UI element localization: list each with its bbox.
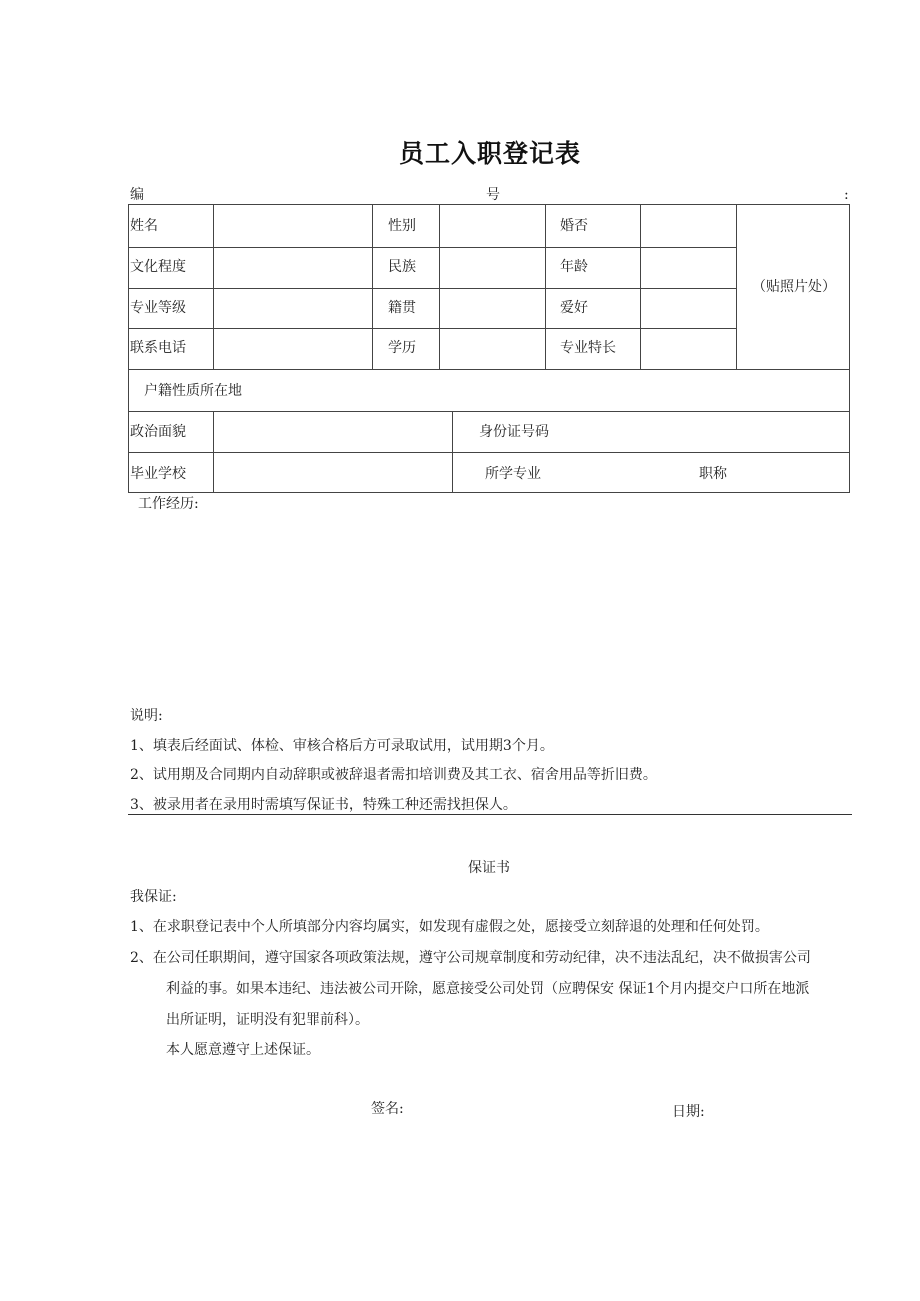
guarantee-intro: 我保证:: [130, 889, 177, 905]
notes-item-2: 2、试用期及合同期内自动辞职或被辞退者需扣培训费及其工衣、宿舍用品等折旧费。: [130, 767, 657, 783]
notes-item-1: 1、填表后经面试、体检、审核合格后方可录取试用，试用期3个月。: [130, 738, 554, 754]
label-school: 毕业学校: [130, 466, 186, 482]
notes-item-3: 3、被录用者在录用时需填写保证书，特殊工种还需找担保人。: [130, 797, 517, 813]
label-name: 姓名: [130, 218, 158, 234]
guarantee-item-2-line-3: 出所证明，证明没有犯罪前科）。: [166, 1012, 369, 1028]
guarantee-item-1: 1、在求职登记表中个人所填部分内容均属实，如发现有虚假之处，愿接受立刻辞退的处理和任何处罚。: [130, 919, 769, 935]
label-title-rank: 职称: [699, 466, 727, 482]
label-professional-grade: 专业等级: [130, 300, 186, 316]
label-gender: 性别: [388, 218, 416, 234]
label-age: 年龄: [560, 259, 588, 275]
notes-heading: 说明:: [130, 708, 163, 724]
label-hobby: 爱好: [560, 300, 588, 316]
label-major: 所学专业: [485, 466, 541, 482]
number-label-colon: :: [844, 187, 849, 203]
guarantee-item-2-line-2: 利益的事。如果本违纪、违法被公司开除，愿意接受公司处罚（应聘保安 保证1个月内提交户口所在地派: [166, 981, 810, 997]
label-household: 户籍性质所在地: [144, 383, 242, 399]
guarantee-heading: 保证书: [468, 860, 510, 876]
label-marital: 婚否: [560, 218, 588, 234]
label-native-place: 籍贯: [388, 300, 416, 316]
label-phone: 联系电话: [130, 340, 186, 356]
photo-placeholder: （贴照片处）: [752, 279, 836, 295]
registration-table: [128, 204, 850, 493]
label-id-number: 身份证号码: [479, 424, 549, 440]
label-specialty: 专业特长: [560, 340, 616, 356]
label-degree: 学历: [388, 340, 416, 356]
label-education-level: 文化程度: [130, 259, 186, 275]
guarantee-item-2-line-1: 2、在公司任职期间，遵守国家各项政策法规，遵守公司规章制度和劳动纪律，决不违法乱纪，决不做损害公司: [130, 950, 811, 966]
guarantee-closing: 本人愿意遵守上述保证。: [166, 1042, 320, 1058]
label-political: 政治面貌: [130, 424, 186, 440]
number-label-left: 编: [130, 187, 144, 203]
work-history-label: 工作经历:: [138, 496, 199, 512]
form-title: 员工入职登记表: [398, 139, 581, 168]
signature-label: 签名:: [371, 1101, 404, 1117]
label-ethnicity: 民族: [388, 259, 416, 275]
section-divider: [128, 814, 852, 815]
date-label: 日期:: [672, 1104, 705, 1120]
number-label-mid: 号: [486, 187, 500, 203]
